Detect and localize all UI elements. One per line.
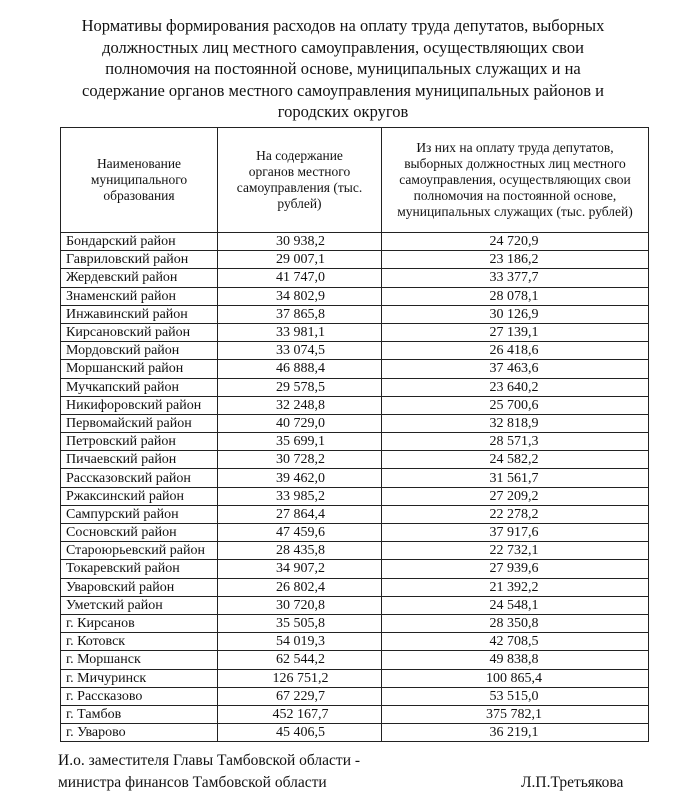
total-expenses-value: 26 802,4 [218, 578, 382, 596]
wage-expenses-value: 42 708,5 [382, 633, 649, 651]
wage-expenses-value: 24 720,9 [382, 233, 649, 251]
table-row [61, 451, 649, 469]
wage-expenses-value: 24 582,2 [382, 451, 649, 469]
table-row [61, 233, 649, 251]
total-expenses-value: 33 985,2 [218, 487, 382, 505]
table-header-row [61, 128, 649, 233]
total-expenses-value: 29 007,1 [218, 251, 382, 269]
wage-expenses-value: 31 561,7 [382, 469, 649, 487]
table-row [61, 305, 649, 323]
title-line: должностных лиц местного самоуправления, осуществляющих свои [102, 37, 584, 57]
total-expenses-value: 41 747,0 [218, 269, 382, 287]
total-expenses-value: 126 751,2 [218, 669, 382, 687]
table-body [61, 233, 649, 742]
municipality-name: Петровский район [61, 433, 218, 451]
table-row [61, 578, 649, 596]
municipality-name: Староюрьевский район [61, 542, 218, 560]
table-row [61, 705, 649, 723]
table-row [61, 724, 649, 742]
total-expenses-value: 27 864,4 [218, 505, 382, 523]
table-row [61, 614, 649, 632]
wage-expenses-value: 37 917,6 [382, 524, 649, 542]
table-row [61, 505, 649, 523]
wage-expenses-value: 30 126,9 [382, 305, 649, 323]
wage-expenses-value: 53 515,0 [382, 687, 649, 705]
position-line-2: министра финансов Тамбовской области [58, 774, 327, 791]
table-row [61, 633, 649, 651]
header-municipality: Наименование муниципального образования [61, 128, 218, 233]
total-expenses-value: 67 229,7 [218, 687, 382, 705]
total-expenses-value: 33 074,5 [218, 342, 382, 360]
table-row [61, 524, 649, 542]
total-expenses-value: 37 865,8 [218, 305, 382, 323]
wage-expenses-value: 33 377,7 [382, 269, 649, 287]
wage-expenses-value: 375 782,1 [382, 705, 649, 723]
title-line: полномочия на постоянной основе, муниципальных служащих и на [105, 59, 581, 78]
total-expenses-value: 62 544,2 [218, 651, 382, 669]
total-expenses-value: 34 802,9 [218, 287, 382, 305]
wage-expenses-value: 37 463,6 [382, 360, 649, 378]
table-row [61, 651, 649, 669]
total-expenses-value: 46 888,4 [218, 360, 382, 378]
municipality-name: Мучкапский район [61, 378, 218, 396]
total-expenses-value: 35 505,8 [218, 614, 382, 632]
municipality-name: г. Мичуринск [61, 669, 218, 687]
municipality-name: г. Рассказово [61, 687, 218, 705]
municipality-name: Кирсановский район [61, 323, 218, 341]
table-row [61, 378, 649, 396]
municipality-name: Никифоровский район [61, 396, 218, 414]
municipality-name: Сампурский район [61, 505, 218, 523]
table-row [61, 414, 649, 432]
total-expenses-value: 30 938,2 [218, 233, 382, 251]
table-row [61, 433, 649, 451]
total-expenses-value: 34 907,2 [218, 560, 382, 578]
header-wage-expenses: Из них на оплату труда депутатов, выборных должностных лиц местного самоуправления, осуществляющих свои полномочия на постоянной основе, муниципальных служащих (тыс. рублей) [382, 128, 649, 233]
title-line: Нормативы формирования расходов на оплату труда депутатов, выборных [81, 16, 605, 35]
total-expenses-value: 28 435,8 [218, 542, 382, 560]
total-expenses-value: 452 167,7 [218, 705, 382, 723]
total-expenses-value: 33 981,1 [218, 323, 382, 341]
municipality-name: Токаревский район [61, 560, 218, 578]
municipality-name: Сосновский район [61, 524, 218, 542]
municipality-name: Уваровский район [61, 578, 218, 596]
document-title [40, 15, 646, 123]
total-expenses-value: 54 019,3 [218, 633, 382, 651]
title-line: содержание органов местного самоуправления муниципальных районов и [82, 80, 604, 100]
table-row [61, 251, 649, 269]
table-row [61, 342, 649, 360]
position-line-1: И.о. заместителя Главы Тамбовской области - [58, 752, 361, 769]
header-total-expenses: На содержание органов местного самоуправления (тыс. рублей) [218, 128, 382, 233]
municipality-name: г. Уварово [61, 724, 218, 742]
municipality-name: Знаменский район [61, 287, 218, 305]
municipality-name: Ржаксинский район [61, 487, 218, 505]
municipality-name: Жердевский район [61, 269, 218, 287]
wage-expenses-value: 21 392,2 [382, 578, 649, 596]
wage-expenses-value: 28 350,8 [382, 614, 649, 632]
total-expenses-value: 30 720,8 [218, 596, 382, 614]
municipality-name: Гавриловский район [61, 251, 218, 269]
total-expenses-value: 47 459,6 [218, 524, 382, 542]
wage-expenses-value: 24 548,1 [382, 596, 649, 614]
total-expenses-value: 39 462,0 [218, 469, 382, 487]
municipality-name: Первомайский район [61, 414, 218, 432]
total-expenses-value: 30 728,2 [218, 451, 382, 469]
total-expenses-value: 29 578,5 [218, 378, 382, 396]
table-row [61, 287, 649, 305]
municipality-name: г. Кирсанов [61, 614, 218, 632]
municipality-name: Уметский район [61, 596, 218, 614]
wage-expenses-value: 22 732,1 [382, 542, 649, 560]
wage-expenses-value: 23 640,2 [382, 378, 649, 396]
wage-expenses-value: 32 818,9 [382, 414, 649, 432]
total-expenses-value: 45 406,5 [218, 724, 382, 742]
wage-expenses-value: 36 219,1 [382, 724, 649, 742]
wage-expenses-value: 28 571,3 [382, 433, 649, 451]
table-row [61, 560, 649, 578]
municipality-name: Моршанский район [61, 360, 218, 378]
municipality-name: г. Моршанск [61, 651, 218, 669]
municipality-name: г. Тамбов [61, 705, 218, 723]
table-row [61, 469, 649, 487]
table-row [61, 669, 649, 687]
table-row [61, 396, 649, 414]
table-row [61, 323, 649, 341]
wage-expenses-value: 23 186,2 [382, 251, 649, 269]
table-row [61, 596, 649, 614]
wage-expenses-value: 27 939,6 [382, 560, 649, 578]
total-expenses-value: 32 248,8 [218, 396, 382, 414]
title-line: городских округов [277, 102, 409, 121]
municipality-name: г. Котовск [61, 633, 218, 651]
wage-expenses-value: 28 078,1 [382, 287, 649, 305]
wage-expenses-value: 100 865,4 [382, 669, 649, 687]
wage-expenses-value: 22 278,2 [382, 505, 649, 523]
table-row [61, 487, 649, 505]
wage-expenses-value: 27 139,1 [382, 323, 649, 341]
municipality-name: Мордовский район [61, 342, 218, 360]
table-row [61, 542, 649, 560]
table-row [61, 687, 649, 705]
signatory-name: Л.П.Третьякова [521, 774, 624, 791]
table-row [61, 360, 649, 378]
total-expenses-value: 40 729,0 [218, 414, 382, 432]
wage-expenses-value: 27 209,2 [382, 487, 649, 505]
wage-expenses-value: 25 700,6 [382, 396, 649, 414]
norms-table [60, 127, 649, 742]
table-row [61, 269, 649, 287]
wage-expenses-value: 49 838,8 [382, 651, 649, 669]
municipality-name: Бондарский район [61, 233, 218, 251]
municipality-name: Рассказовский район [61, 469, 218, 487]
total-expenses-value: 35 699,1 [218, 433, 382, 451]
municipality-name: Пичаевский район [61, 451, 218, 469]
municipality-name: Инжавинский район [61, 305, 218, 323]
signatory-position [58, 750, 360, 794]
wage-expenses-value: 26 418,6 [382, 342, 649, 360]
